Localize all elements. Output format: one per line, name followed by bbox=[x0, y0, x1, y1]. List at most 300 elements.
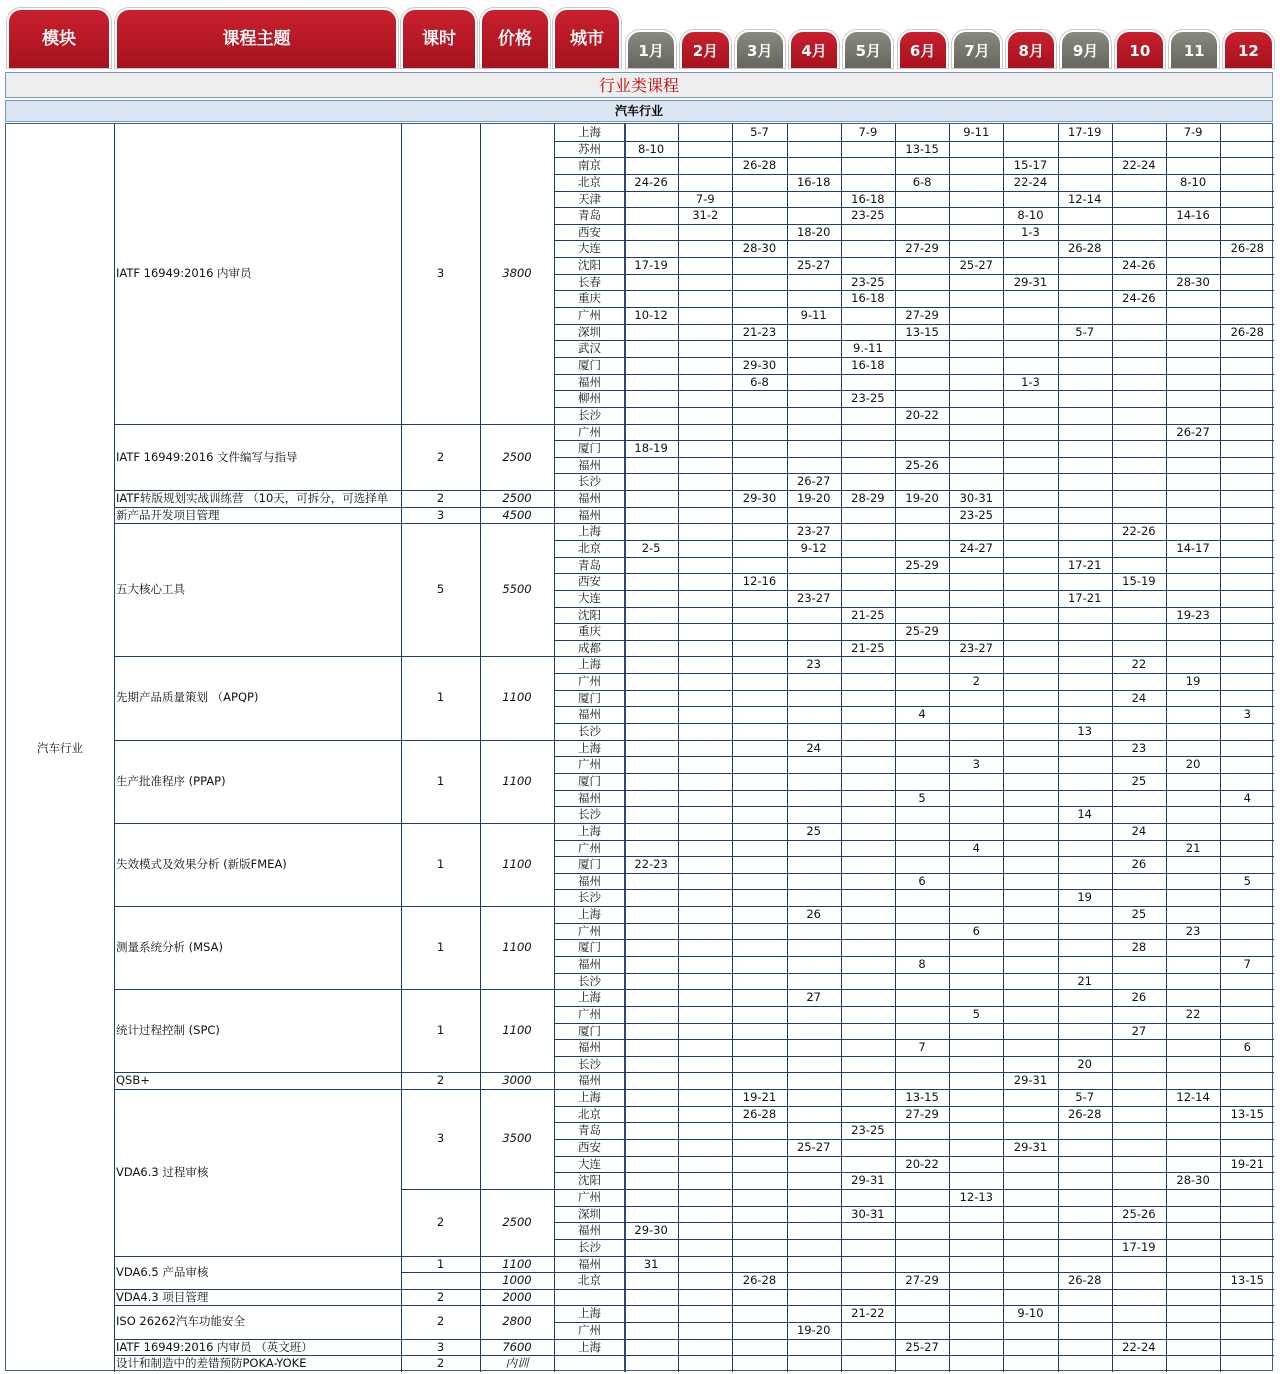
date-cell: 28-30 bbox=[1176, 1173, 1210, 1188]
row-divider bbox=[554, 806, 1274, 807]
hours-cell: 1 bbox=[436, 1023, 445, 1038]
row-divider bbox=[401, 1289, 554, 1290]
header-col-1: 课程主题 bbox=[115, 8, 398, 68]
city-cell: 广州 bbox=[578, 1323, 601, 1338]
city-cell: 广州 bbox=[578, 1006, 601, 1021]
date-cell: 25-26 bbox=[905, 457, 939, 472]
header-col-2: 课时 bbox=[401, 8, 477, 68]
course-title: 设计和制造中的差错预防POKA-YOKE bbox=[116, 1356, 307, 1371]
row-divider bbox=[554, 1056, 1274, 1057]
date-cell: 24 bbox=[1131, 823, 1147, 838]
month-tab-1: 1月 bbox=[626, 30, 676, 68]
city-cell: 长沙 bbox=[578, 1239, 601, 1254]
hours-cell: 2 bbox=[436, 1214, 445, 1229]
city-cell bbox=[554, 1289, 624, 1306]
city-cell: 北京 bbox=[578, 1273, 601, 1288]
row-divider bbox=[401, 1305, 554, 1306]
price-cell: 2500 bbox=[502, 1214, 532, 1229]
row-divider bbox=[554, 1122, 1274, 1123]
date-cell: 7 bbox=[918, 1040, 926, 1055]
city-cell: 福州 bbox=[578, 1073, 601, 1088]
date-cell: 6-8 bbox=[912, 174, 932, 189]
date-cell: 24-26 bbox=[634, 174, 668, 189]
hours-cell: 3 bbox=[436, 507, 445, 522]
date-cell: 15-17 bbox=[1013, 158, 1048, 173]
row-divider bbox=[114, 1089, 401, 1090]
date-cell: 8-10 bbox=[1180, 174, 1207, 189]
course-title: IATF 16949:2016 内审员 （英文班） bbox=[116, 1339, 313, 1354]
row-divider bbox=[554, 840, 1274, 841]
date-cell: 2 bbox=[972, 674, 980, 689]
date-cell: 26-28 bbox=[1230, 241, 1264, 256]
column-divider bbox=[1058, 124, 1059, 1372]
city-cell: 广州 bbox=[578, 923, 601, 938]
date-cell: 28-30 bbox=[742, 241, 777, 256]
date-cell: 31-2 bbox=[692, 208, 719, 223]
row-divider bbox=[554, 656, 1274, 657]
date-cell: 8-10 bbox=[1017, 208, 1044, 223]
course-title: 五大核心工具 bbox=[116, 582, 185, 597]
column-divider bbox=[1220, 124, 1221, 1372]
row-divider bbox=[554, 773, 1274, 774]
course-title: VDA6.3 过程审核 bbox=[116, 1165, 209, 1180]
month-tab-9: 9月 bbox=[1060, 30, 1110, 68]
row-divider bbox=[401, 906, 554, 907]
row-divider bbox=[401, 1355, 554, 1356]
city-cell: 青岛 bbox=[578, 208, 601, 223]
date-cell: 24-27 bbox=[959, 541, 993, 555]
city-cell: 广州 bbox=[578, 308, 601, 323]
date-cell: 12-14 bbox=[1067, 191, 1102, 206]
row-divider bbox=[554, 1206, 1274, 1207]
date-cell: 17-21 bbox=[1067, 590, 1102, 605]
date-cell: 29-31 bbox=[1013, 1140, 1048, 1155]
city-cell: 沈阳 bbox=[578, 258, 601, 273]
date-cell: 19-21 bbox=[1230, 1156, 1264, 1171]
price-cell: 3800 bbox=[502, 266, 532, 280]
row-divider bbox=[114, 989, 401, 990]
date-cell: 19-20 bbox=[796, 1323, 831, 1338]
month-tab-2: 2月 bbox=[680, 30, 730, 68]
city-cell: 厦门 bbox=[578, 773, 601, 788]
city-cell: 长沙 bbox=[578, 474, 601, 489]
date-cell: 26-28 bbox=[742, 158, 777, 173]
row-divider bbox=[401, 507, 554, 508]
month-tab-4: 4月 bbox=[789, 30, 839, 68]
city-cell: 福州 bbox=[578, 1256, 601, 1271]
city-cell: 广州 bbox=[578, 757, 601, 772]
city-cell: 厦门 bbox=[578, 1023, 601, 1038]
row-divider bbox=[554, 374, 1274, 375]
row-divider bbox=[401, 1072, 554, 1073]
row-divider bbox=[554, 340, 1274, 341]
row-divider bbox=[554, 1156, 1274, 1157]
row-divider bbox=[554, 1023, 1274, 1024]
date-cell: 21 bbox=[1077, 973, 1092, 988]
row-divider bbox=[114, 1072, 401, 1073]
city-cell: 西安 bbox=[578, 574, 601, 589]
date-cell: 14-16 bbox=[1176, 208, 1210, 223]
row-divider bbox=[554, 523, 1274, 524]
date-cell: 22-23 bbox=[634, 857, 668, 872]
row-divider bbox=[554, 240, 1274, 241]
row-divider bbox=[554, 856, 1274, 857]
row-divider bbox=[554, 573, 1274, 574]
row-divider bbox=[554, 640, 1274, 641]
row-divider bbox=[554, 690, 1274, 691]
price-cell: 3000 bbox=[502, 1073, 532, 1088]
city-cell: 厦门 bbox=[578, 357, 601, 372]
date-cell: 3 bbox=[1243, 707, 1251, 722]
row-divider bbox=[554, 873, 1274, 874]
row-divider bbox=[554, 607, 1274, 608]
date-cell: 26-28 bbox=[742, 1273, 777, 1288]
date-cell: 15-19 bbox=[1122, 574, 1156, 589]
price-cell: 7600 bbox=[502, 1339, 532, 1354]
row-divider bbox=[554, 307, 1274, 308]
city-cell: 西安 bbox=[578, 224, 601, 239]
date-cell: 14-17 bbox=[1176, 541, 1210, 555]
row-divider bbox=[554, 1272, 1274, 1273]
date-cell: 28-30 bbox=[1176, 274, 1210, 289]
price-cell: 1100 bbox=[502, 1023, 532, 1038]
price-cell: 1100 bbox=[502, 940, 532, 955]
date-cell: 23-25 bbox=[851, 274, 885, 289]
schedule-header bbox=[0, 0, 1280, 70]
row-divider bbox=[554, 1305, 1274, 1306]
date-cell: 24 bbox=[1131, 690, 1147, 705]
row-divider bbox=[114, 1256, 401, 1257]
date-cell: 6 bbox=[972, 923, 980, 938]
city-cell: 深圳 bbox=[578, 324, 601, 339]
row-divider bbox=[554, 756, 1274, 757]
date-cell: 17-19 bbox=[634, 258, 668, 273]
price-cell: 3500 bbox=[502, 1131, 532, 1146]
date-cell: 4 bbox=[972, 840, 980, 855]
course-title: 测量系统分析 (MSA) bbox=[116, 940, 223, 955]
course-title: 失效模式及效果分析 (新版FMEA) bbox=[116, 856, 287, 871]
date-cell: 29-30 bbox=[634, 1223, 668, 1238]
industry-title: 汽车行业 bbox=[5, 100, 1273, 122]
date-cell: 28-29 bbox=[851, 491, 885, 506]
row-divider bbox=[554, 457, 1274, 458]
course-title: VDA4.3 项目管理 bbox=[116, 1289, 209, 1304]
date-cell: 23-25 bbox=[851, 391, 885, 406]
date-cell: 9-12 bbox=[800, 541, 827, 555]
row-divider bbox=[114, 740, 401, 741]
date-cell: 5 bbox=[918, 790, 926, 805]
date-cell: 22 bbox=[1185, 1006, 1201, 1021]
date-cell: 4 bbox=[1243, 790, 1251, 805]
date-cell: 25 bbox=[1131, 907, 1147, 922]
city-cell: 福州 bbox=[578, 1223, 601, 1238]
date-cell: 27 bbox=[1131, 1023, 1147, 1038]
row-divider bbox=[554, 257, 1274, 258]
date-cell: 28 bbox=[1131, 940, 1147, 955]
row-divider bbox=[401, 1272, 554, 1273]
date-cell: 19-20 bbox=[905, 491, 939, 506]
hours-cell bbox=[401, 1272, 480, 1289]
date-cell: 17-19 bbox=[1122, 1239, 1156, 1254]
date-cell: 14 bbox=[1077, 807, 1092, 822]
city-cell: 大连 bbox=[578, 590, 601, 605]
date-cell: 18-19 bbox=[634, 441, 668, 456]
month-tab-11: 11 bbox=[1169, 30, 1219, 68]
city-cell: 上海 bbox=[578, 1306, 601, 1321]
date-cell: 1-3 bbox=[1021, 374, 1040, 389]
date-cell: 26-28 bbox=[1230, 324, 1264, 339]
date-cell: 12-16 bbox=[742, 574, 777, 589]
row-divider bbox=[554, 956, 1274, 957]
row-divider bbox=[554, 490, 1274, 491]
row-divider bbox=[554, 440, 1274, 441]
row-divider bbox=[554, 1355, 1274, 1356]
date-cell: 21-23 bbox=[742, 324, 777, 339]
city-cell: 上海 bbox=[578, 823, 601, 838]
date-cell: 21 bbox=[1185, 840, 1201, 855]
header-col-0: 模块 bbox=[7, 8, 111, 68]
row-divider bbox=[114, 523, 401, 524]
city-cell: 福州 bbox=[578, 1040, 601, 1055]
date-cell: 5-7 bbox=[1075, 324, 1095, 339]
date-cell: 23 bbox=[806, 657, 821, 672]
date-cell: 4 bbox=[918, 707, 926, 722]
date-cell: 19 bbox=[1077, 890, 1092, 905]
date-cell: 29-30 bbox=[742, 491, 777, 506]
date-cell: 16-18 bbox=[851, 191, 885, 206]
date-cell: 7-9 bbox=[1183, 125, 1203, 139]
price-cell: 1100 bbox=[502, 773, 532, 788]
date-cell: 23 bbox=[1185, 923, 1201, 938]
month-tab-10: 10 bbox=[1115, 30, 1165, 68]
hours-cell: 3 bbox=[436, 1339, 445, 1354]
row-divider bbox=[114, 490, 401, 491]
city-cell: 西安 bbox=[578, 1140, 601, 1155]
date-cell: 26-28 bbox=[1067, 1273, 1102, 1288]
date-cell: 9-11 bbox=[963, 125, 990, 139]
city-cell: 大连 bbox=[578, 241, 601, 256]
date-cell: 22-24 bbox=[1122, 1339, 1156, 1354]
row-divider bbox=[554, 1239, 1274, 1240]
row-divider bbox=[554, 1322, 1274, 1323]
date-cell: 30-31 bbox=[959, 491, 993, 506]
row-divider bbox=[554, 740, 1274, 741]
row-divider bbox=[554, 923, 1274, 924]
city-cell: 上海 bbox=[578, 990, 601, 1005]
price-cell: 2500 bbox=[502, 491, 532, 506]
row-divider bbox=[114, 1305, 401, 1306]
city-cell: 福州 bbox=[578, 873, 601, 888]
city-cell: 上海 bbox=[578, 1090, 601, 1105]
city-cell: 福州 bbox=[578, 491, 601, 506]
course-title: QSB+ bbox=[116, 1073, 150, 1088]
column-divider bbox=[678, 124, 679, 1372]
date-cell: 26 bbox=[806, 907, 821, 922]
row-divider bbox=[554, 1106, 1274, 1107]
city-cell: 广州 bbox=[578, 424, 601, 439]
date-cell: 1-3 bbox=[1021, 224, 1040, 239]
hours-cell: 2 bbox=[436, 1314, 445, 1329]
month-tab-3: 3月 bbox=[735, 30, 785, 68]
row-divider bbox=[554, 823, 1274, 824]
row-divider bbox=[554, 557, 1274, 558]
date-cell: 23-25 bbox=[851, 208, 885, 223]
city-cell: 重庆 bbox=[578, 624, 601, 639]
city-cell: 长沙 bbox=[578, 724, 601, 739]
date-cell: 25-27 bbox=[796, 258, 831, 273]
city-cell bbox=[554, 1355, 624, 1372]
date-cell: 22-24 bbox=[1013, 174, 1048, 189]
row-divider bbox=[554, 324, 1274, 325]
row-divider bbox=[114, 1289, 401, 1290]
row-divider bbox=[401, 656, 554, 657]
date-cell: 25-26 bbox=[1122, 1206, 1156, 1221]
hours-cell: 3 bbox=[436, 1131, 445, 1146]
column-divider bbox=[1003, 124, 1004, 1372]
date-cell: 7-9 bbox=[858, 125, 878, 139]
city-cell: 上海 bbox=[578, 125, 601, 139]
city-cell: 柳州 bbox=[578, 391, 601, 406]
city-cell: 上海 bbox=[578, 657, 601, 672]
row-divider bbox=[554, 191, 1274, 192]
course-title: ISO 26262汽车功能安全 bbox=[116, 1314, 245, 1329]
row-divider bbox=[114, 424, 401, 425]
date-cell: 31 bbox=[643, 1256, 659, 1271]
row-divider bbox=[554, 390, 1274, 391]
date-cell: 24 bbox=[806, 740, 821, 755]
city-cell: 福州 bbox=[578, 790, 601, 805]
date-cell: 25-27 bbox=[796, 1140, 831, 1155]
date-cell: 25 bbox=[1131, 773, 1147, 788]
date-cell: 27-29 bbox=[905, 1273, 939, 1288]
city-cell: 厦门 bbox=[578, 441, 601, 456]
city-cell: 长沙 bbox=[578, 973, 601, 988]
price-cell: 2000 bbox=[502, 1289, 532, 1304]
date-cell: 27 bbox=[806, 990, 821, 1005]
date-cell: 3 bbox=[972, 757, 980, 772]
row-divider bbox=[554, 1189, 1274, 1190]
date-cell: 27-29 bbox=[905, 1106, 939, 1121]
city-cell: 重庆 bbox=[578, 291, 601, 306]
date-cell: 13-15 bbox=[905, 324, 939, 339]
date-cell: 22-24 bbox=[1122, 158, 1156, 173]
date-cell: 23-25 bbox=[851, 1123, 885, 1138]
date-cell: 17-19 bbox=[1067, 125, 1102, 139]
date-cell: 9-11 bbox=[800, 308, 827, 323]
date-cell: 29-31 bbox=[851, 1173, 885, 1188]
hours-cell: 1 bbox=[436, 940, 445, 955]
row-divider bbox=[554, 157, 1274, 158]
hours-cell: 5 bbox=[436, 582, 445, 597]
date-cell: 29-31 bbox=[1013, 1073, 1048, 1088]
price-cell: 内训 bbox=[505, 1356, 529, 1371]
date-cell: 23 bbox=[1131, 740, 1147, 755]
row-divider bbox=[554, 1222, 1274, 1223]
city-cell: 深圳 bbox=[578, 1206, 601, 1221]
date-cell: 5 bbox=[1243, 873, 1251, 888]
course-title: 先期产品质量策划 （APQP) bbox=[116, 690, 259, 705]
row-divider bbox=[554, 939, 1274, 940]
header-col-4: 城市 bbox=[553, 8, 621, 68]
row-divider bbox=[554, 889, 1274, 890]
city-cell: 厦门 bbox=[578, 940, 601, 955]
date-cell: 25-29 bbox=[905, 624, 939, 639]
date-cell: 30-31 bbox=[851, 1206, 885, 1221]
row-divider bbox=[554, 1139, 1274, 1140]
date-cell: 13-15 bbox=[905, 141, 939, 156]
course-title: 统计过程控制 (SPC) bbox=[116, 1023, 220, 1038]
row-divider bbox=[554, 906, 1274, 907]
hours-cell: 3 bbox=[436, 266, 445, 280]
date-cell: 19 bbox=[1185, 674, 1201, 689]
date-cell: 21-22 bbox=[851, 1306, 885, 1321]
row-divider bbox=[554, 673, 1274, 674]
course-title: IATF 16949:2016 文件编写与指导 bbox=[116, 449, 298, 464]
header-col-3: 价格 bbox=[480, 8, 550, 68]
date-cell: 17-21 bbox=[1067, 557, 1102, 572]
row-divider bbox=[554, 357, 1274, 358]
date-cell: 13 bbox=[1077, 724, 1092, 739]
date-cell: 26 bbox=[1131, 857, 1147, 872]
date-cell: 26-27 bbox=[796, 474, 831, 489]
city-cell: 福州 bbox=[578, 507, 601, 522]
date-cell: 16-18 bbox=[851, 357, 885, 372]
section-title: 行业类课程 bbox=[5, 72, 1273, 98]
row-divider bbox=[554, 1072, 1274, 1073]
date-cell: 2-5 bbox=[641, 541, 661, 555]
date-cell: 8-10 bbox=[638, 141, 665, 156]
row-divider bbox=[554, 706, 1274, 707]
city-cell: 长沙 bbox=[578, 890, 601, 905]
date-cell: 26 bbox=[1131, 990, 1147, 1005]
date-cell: 23-27 bbox=[796, 524, 831, 539]
hours-cell: 2 bbox=[436, 1073, 445, 1088]
row-divider bbox=[401, 823, 554, 824]
row-divider bbox=[554, 1289, 1274, 1290]
city-cell: 北京 bbox=[578, 1106, 601, 1121]
date-cell: 25-29 bbox=[905, 557, 939, 572]
date-cell: 19-23 bbox=[1176, 607, 1210, 622]
row-divider bbox=[554, 407, 1274, 408]
city-cell: 上海 bbox=[578, 1339, 601, 1354]
date-cell: 27-29 bbox=[905, 308, 939, 323]
city-cell: 青岛 bbox=[578, 557, 601, 572]
date-cell: 22-26 bbox=[1122, 524, 1156, 539]
city-cell: 广州 bbox=[578, 674, 601, 689]
row-divider bbox=[554, 1256, 1274, 1257]
date-cell: 6 bbox=[1243, 1040, 1251, 1055]
city-cell: 沈阳 bbox=[578, 1173, 601, 1188]
date-cell: 12-13 bbox=[959, 1189, 993, 1204]
row-divider bbox=[554, 1039, 1274, 1040]
price-cell: 1000 bbox=[502, 1273, 532, 1288]
city-cell: 广州 bbox=[578, 1189, 601, 1204]
date-cell: 24-26 bbox=[1122, 258, 1156, 273]
price-cell: 2500 bbox=[502, 449, 532, 464]
date-cell: 29-31 bbox=[1013, 274, 1048, 289]
schedule-table bbox=[5, 123, 1273, 1371]
date-cell: 26-28 bbox=[1067, 1106, 1102, 1121]
city-cell: 武汉 bbox=[578, 341, 601, 356]
city-cell: 天津 bbox=[578, 191, 601, 206]
row-divider bbox=[401, 1256, 554, 1257]
row-divider bbox=[554, 1172, 1274, 1173]
row-divider bbox=[554, 623, 1274, 624]
city-cell: 厦门 bbox=[578, 690, 601, 705]
row-divider bbox=[554, 174, 1274, 175]
row-divider bbox=[554, 507, 1274, 508]
city-cell: 上海 bbox=[578, 907, 601, 922]
